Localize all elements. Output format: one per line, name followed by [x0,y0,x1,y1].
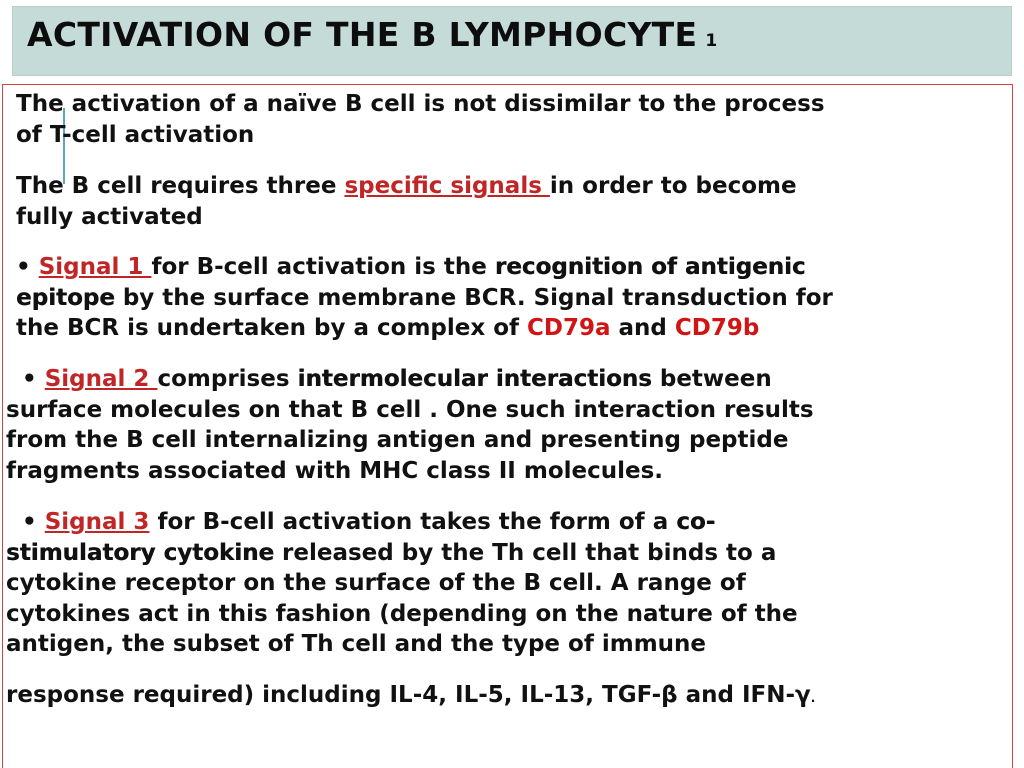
signal-2-line-3: from the B cell internalizing antigen and presenting peptide [6,427,789,453]
three-signals-text-end: in order to become [549,173,797,199]
closing-line [6,680,815,714]
paragraph-closing [6,680,815,714]
signal-1-text: for B-cell activation is the [151,254,495,280]
signal-2-line-1 [6,364,814,395]
signal-3-text-2: released by the Th cell that binds to a [274,539,777,566]
bullet: • [16,254,31,280]
signal-2-text: comprises [157,366,298,392]
and-text: and [610,315,675,341]
signal-1-emphasis-2: epitope [16,284,115,311]
intro-line-1: The activation of a naïve B cell is not dissimilar to the process [16,91,825,117]
slide-number: 1 [705,31,718,51]
signal-2-line-2: surface molecules on that B cell . One such interaction results [6,396,814,423]
signal-1-text-3: the BCR is undertaken by a complex of [16,315,528,341]
signal-2-text-2: between [651,366,772,392]
signal-3-line-4: cytokines act in this fashion (depending on the nature of the [6,600,798,627]
signal-3-text: for B-cell activation takes the form of a [149,509,677,535]
paragraph-signal-1 [16,252,833,344]
signal-1-line-3 [16,313,833,344]
signal-3-line-5: antigen, the subset of Th cell and the type of immune [6,631,707,657]
slide-title [27,15,717,54]
three-signals-text: The B cell requires three [16,173,345,199]
specific-signals-link[interactable]: specific signals [344,173,550,199]
signal-3-emphasis: co- [676,509,716,535]
paragraph-signal-3 [6,507,798,660]
closing-text: response required) including IL-4, IL-5, IL-13, TGF-β and IFN-γ [6,682,811,708]
bullet: • [22,366,37,392]
bullet: • [22,509,37,535]
signal-1-line-1 [16,252,833,283]
paragraph-intro [16,89,825,150]
cd79b-label: CD79b [674,315,760,341]
slide-title-text: ACTIVATION OF THE B LYMPHOCYTE [27,15,698,54]
signal-2-label[interactable]: Signal 2 [44,366,158,392]
signal-2-line-4: fragments associated with MHC class II molecules. [6,457,664,484]
signal-3-emphasis-2: stimulatory cytokine [6,539,275,566]
signal-3-line-3: cytokine receptor on the surface of the B cell. A range of [6,570,746,596]
title-bar [12,6,1012,76]
signal-1-emphasis: recognition of antigenic [494,254,806,280]
signal-1-line-2 [16,283,833,314]
cd79a-label: CD79a [527,315,611,341]
three-signals-line-1 [16,171,797,202]
signal-2-emphasis: intermolecular interactions [297,366,652,392]
paragraph-signal-2 [6,364,814,486]
paragraph-three-signals [16,171,797,232]
signal-3-line-1 [6,507,798,538]
signal-1-label[interactable]: Signal 1 [38,254,152,280]
signal-3-line-2 [6,538,798,569]
three-signals-line-2: fully activated [16,203,203,230]
closing-period: . [810,691,816,705]
intro-line-2: of T-cell activation [16,121,255,148]
signal-1-text-2: by the surface membrane BCR. Signal transduction for [114,284,833,311]
signal-3-label[interactable]: Signal 3 [44,509,150,535]
